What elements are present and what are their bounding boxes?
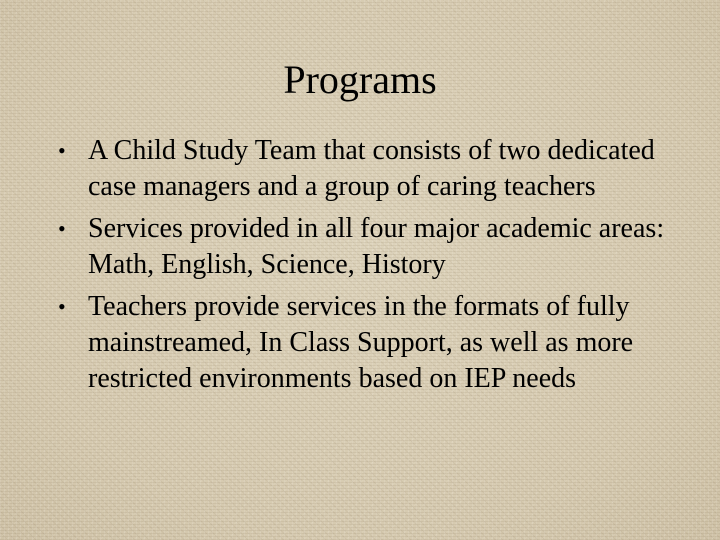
bullet-text: Teachers provide services in the formats of fully mainstreamed, In Class Support, as well as more restricted environments based on IEP needs: [88, 291, 634, 394]
bullet-item: [56, 289, 686, 397]
bullet-item: [56, 133, 686, 205]
bullet-icon: •: [58, 138, 66, 163]
bullet-list: [56, 133, 686, 403]
bullet-item: [56, 211, 686, 283]
bullet-icon: •: [58, 216, 66, 241]
bullet-icon: •: [58, 294, 66, 319]
bullet-text: Services provided in all four major academic areas: Math, English, Science, History: [88, 213, 665, 280]
slide-title: Programs: [283, 57, 437, 102]
bullet-text: A Child Study Team that consists of two dedicated case managers and a group of caring teachers: [88, 135, 655, 202]
